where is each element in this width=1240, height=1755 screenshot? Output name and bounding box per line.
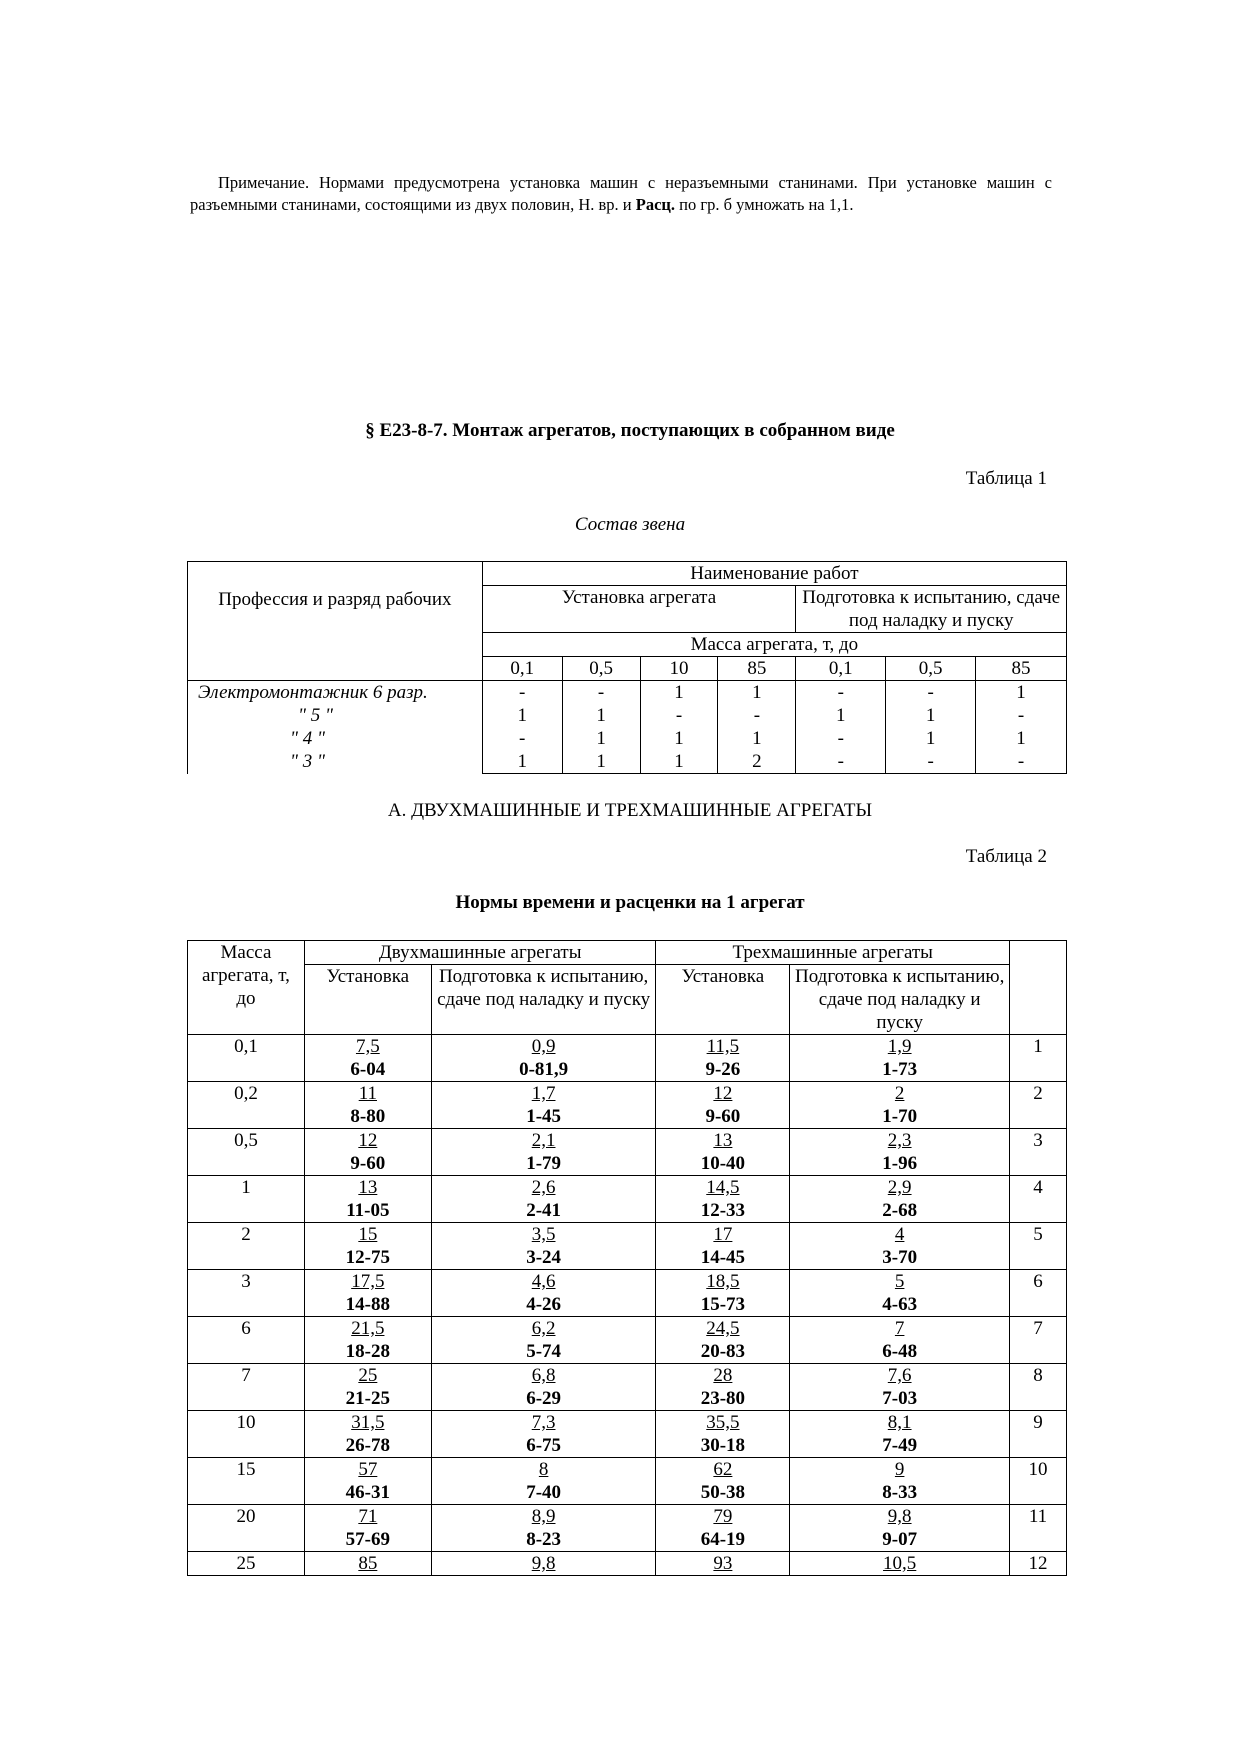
mass-cell: 0,2: [188, 1082, 305, 1129]
header-works: Наименование работ: [482, 562, 1066, 586]
rate-value: 1-79: [526, 1153, 562, 1174]
norm-rate-cell: [790, 1270, 1010, 1317]
norm-rate-cell: [656, 1176, 790, 1223]
time-norms-table: [187, 940, 1067, 1576]
norm-rate-cell: [431, 1411, 656, 1458]
rate-value: 0-81,9: [519, 1059, 569, 1080]
norm-rate-cell: [304, 1082, 431, 1129]
note-text-before: Примечание. Нормами предусмотрена установка машин с неразъемными станинами. При установке машин с разъемными станинами, состоящими из двух половин, Н. вр. и: [190, 173, 1052, 214]
mass-value: 85: [718, 657, 796, 681]
time-norm: 7,6: [887, 1365, 912, 1386]
norm-rate-cell: [790, 1411, 1010, 1458]
norm-rate-cell: [431, 1082, 656, 1129]
time-norm: 5: [894, 1271, 905, 1292]
time-norm: 2,9: [887, 1177, 912, 1198]
mass-cell: 20: [188, 1505, 305, 1552]
note-text-after: по гр. б умножать на 1,1.: [675, 195, 854, 214]
mass-value: 10: [640, 657, 718, 681]
crew-cell: 1 - 1 1: [640, 681, 718, 774]
time-norm: 1,9: [887, 1036, 912, 1057]
table-row: [188, 1458, 1067, 1505]
note-paragraph: [190, 172, 1052, 216]
rate-value: 9-07: [882, 1529, 918, 1550]
rate-value: 2-41: [526, 1200, 562, 1221]
row-number-cell: 5: [1010, 1223, 1067, 1270]
crew-composition-table: [187, 561, 1067, 774]
time-norm: 11,5: [706, 1036, 740, 1057]
norm-rate-cell: [790, 1364, 1010, 1411]
time-norm: 18,5: [706, 1271, 740, 1292]
norm-rate-cell: [431, 1176, 656, 1223]
time-norm: 4: [894, 1224, 905, 1245]
row-number-cell: 12: [1010, 1552, 1067, 1576]
rate-value: 10-40: [700, 1153, 746, 1174]
time-norm: 79: [713, 1506, 733, 1527]
mass-cell: 10: [188, 1411, 305, 1458]
time-norm: 3,5: [531, 1224, 556, 1245]
header-profession: Профессия и разряд рабочих: [188, 562, 483, 681]
table-row: [188, 1129, 1067, 1176]
rate-value: 4-63: [882, 1294, 918, 1315]
norm-rate-cell: [656, 1458, 790, 1505]
time-norm: 93: [713, 1553, 733, 1574]
time-norm: 12: [713, 1083, 733, 1104]
row-number-cell: 4: [1010, 1176, 1067, 1223]
rate-value: 18-28: [345, 1341, 390, 1362]
rate-value: 1-45: [526, 1106, 562, 1127]
norm-rate-cell: [304, 1552, 431, 1576]
norm-rate-cell: [656, 1317, 790, 1364]
header-three-machine: Трехмашинные агрегаты: [656, 941, 1010, 965]
rate-value: 9-60: [350, 1153, 386, 1174]
norm-rate-cell: [431, 1364, 656, 1411]
norm-rate-cell: [656, 1505, 790, 1552]
table-row: [188, 1176, 1067, 1223]
norm-rate-cell: [790, 1035, 1010, 1082]
header-prep: Подготовка к испытанию, сдаче под наладку и пуску: [790, 965, 1010, 1035]
norm-rate-cell: [656, 1035, 790, 1082]
table-row: [188, 1505, 1067, 1552]
time-norm: 8,9: [531, 1506, 556, 1527]
time-norm: 9,8: [531, 1553, 556, 1574]
header-install: Установка: [304, 965, 431, 1035]
row-number-cell: 2: [1010, 1082, 1067, 1129]
rate-value: 20-83: [700, 1341, 746, 1362]
rate-value: 23-80: [700, 1388, 746, 1409]
time-norm: 1,7: [531, 1083, 556, 1104]
crew-cell: - 1 1 1: [562, 681, 640, 774]
table-row: [188, 1317, 1067, 1364]
time-norm: 8,1: [887, 1412, 912, 1433]
mass-value: 85: [976, 657, 1067, 681]
section-title: § Е23-8-7. Монтаж агрегатов, поступающих в собранном виде: [365, 420, 895, 441]
norm-rate-cell: [790, 1129, 1010, 1176]
rate-value: 15-73: [700, 1294, 746, 1315]
subsection-heading: А. ДВУХМАШИННЫЕ И ТРЕХМАШИННЫЕ АГРЕГАТЫ: [387, 800, 873, 821]
table-row: [188, 681, 1067, 774]
table-row: [188, 1035, 1067, 1082]
norm-rate-cell: [656, 1552, 790, 1576]
table-row: [188, 1082, 1067, 1129]
time-norm: 17,5: [351, 1271, 385, 1292]
time-norm: 57: [358, 1459, 378, 1480]
time-norm: 62: [713, 1459, 733, 1480]
norm-rate-cell: [790, 1082, 1010, 1129]
header-install: Установка: [656, 965, 790, 1035]
norm-rate-cell: [790, 1552, 1010, 1576]
mass-cell: 0,1: [188, 1035, 305, 1082]
time-norm: 12: [358, 1130, 378, 1151]
time-norm: 11: [358, 1083, 377, 1104]
time-norm: 10,5: [883, 1553, 917, 1574]
note-bold: Расц.: [635, 195, 676, 214]
norm-rate-cell: [431, 1129, 656, 1176]
table1-label: Таблица 1: [965, 468, 1047, 489]
table-row: [188, 1552, 1067, 1576]
time-norm: 35,5: [706, 1412, 740, 1433]
rate-value: 50-38: [700, 1482, 746, 1503]
table-row: [188, 1364, 1067, 1411]
mass-cell: 3: [188, 1270, 305, 1317]
rate-value: 6-75: [526, 1435, 562, 1456]
rate-value: 57-69: [345, 1529, 390, 1550]
norm-rate-cell: [790, 1176, 1010, 1223]
time-norm: 71: [358, 1506, 378, 1527]
mass-cell: 15: [188, 1458, 305, 1505]
mass-value: 0,5: [562, 657, 640, 681]
norm-rate-cell: [304, 1129, 431, 1176]
rate-value: 26-78: [345, 1435, 390, 1456]
norm-rate-cell: [431, 1223, 656, 1270]
norm-rate-cell: [304, 1364, 431, 1411]
table-row: [188, 1270, 1067, 1317]
norm-rate-cell: [431, 1270, 656, 1317]
norm-rate-cell: [656, 1270, 790, 1317]
norm-rate-cell: [790, 1458, 1010, 1505]
crew-cell: 1 - 1 -: [976, 681, 1067, 774]
norm-rate-cell: [304, 1458, 431, 1505]
rate-value: 12-33: [700, 1200, 746, 1221]
rate-value: 2-68: [882, 1200, 918, 1221]
norm-rate-cell: [304, 1035, 431, 1082]
table1-caption: Состав звена: [574, 514, 686, 535]
row-number-cell: 7: [1010, 1317, 1067, 1364]
norm-rate-cell: [656, 1223, 790, 1270]
norm-rate-cell: [304, 1270, 431, 1317]
time-norm: 9: [894, 1459, 905, 1480]
time-norm: 21,5: [351, 1318, 385, 1339]
norm-rate-cell: [431, 1317, 656, 1364]
rate-value: 6-48: [882, 1341, 918, 1362]
rate-value: 11-05: [346, 1200, 390, 1221]
rate-value: 3-70: [882, 1247, 918, 1268]
time-norm: 2: [894, 1083, 905, 1104]
norm-rate-cell: [304, 1176, 431, 1223]
rate-value: 21-25: [345, 1388, 390, 1409]
norm-rate-cell: [656, 1364, 790, 1411]
norm-rate-cell: [304, 1505, 431, 1552]
time-norm: 24,5: [706, 1318, 740, 1339]
header-mass: Масса агрегата, т, до: [482, 633, 1066, 657]
profession-cell: Электромонтажник 6 разр. " 5 " " 4 " " 3 ": [188, 681, 483, 774]
time-norm: 14,5: [706, 1177, 740, 1198]
rate-value: 7-49: [882, 1435, 918, 1456]
rate-value: 9-26: [705, 1059, 741, 1080]
rate-value: 12-75: [345, 1247, 390, 1268]
rate-value: 8-23: [526, 1529, 562, 1550]
time-norm: 6,2: [531, 1318, 556, 1339]
header-row-number: [1010, 941, 1067, 1035]
norm-rate-cell: [656, 1082, 790, 1129]
time-norm: 28: [713, 1365, 733, 1386]
rate-value: 14-45: [700, 1247, 746, 1268]
mass-value: 0,5: [886, 657, 976, 681]
header-two-machine: Двухмашинные агрегаты: [304, 941, 656, 965]
mass-cell: 6: [188, 1317, 305, 1364]
row-number-cell: 8: [1010, 1364, 1067, 1411]
crew-cell: - 1 1 -: [886, 681, 976, 774]
table-row: [188, 1411, 1067, 1458]
mass-value: 0,1: [796, 657, 886, 681]
mass-value: 0,1: [482, 657, 562, 681]
time-norm: 15: [358, 1224, 378, 1245]
row-number-cell: 9: [1010, 1411, 1067, 1458]
norm-rate-cell: [431, 1458, 656, 1505]
time-norm: 7,3: [531, 1412, 556, 1433]
time-norm: 13: [713, 1130, 733, 1151]
rate-value: 8-33: [882, 1482, 918, 1503]
rate-value: 14-88: [345, 1294, 390, 1315]
mass-cell: 7: [188, 1364, 305, 1411]
header-prep: Подготовка к испытанию, сдаче под наладку и пуску: [796, 586, 1067, 633]
header-prep: Подготовка к испытанию, сдаче под наладку и пуску: [431, 965, 656, 1035]
crew-cell: 1 - 1 2: [718, 681, 796, 774]
rate-value: 5-74: [526, 1341, 562, 1362]
crew-cell: - 1 - 1: [482, 681, 562, 774]
time-norm: 9,8: [887, 1506, 912, 1527]
time-norm: 7: [894, 1318, 905, 1339]
rate-value: 46-31: [345, 1482, 390, 1503]
time-norm: 2,1: [531, 1130, 556, 1151]
time-norm: 6,8: [531, 1365, 556, 1386]
rate-value: 7-03: [882, 1388, 918, 1409]
table2-caption: Нормы времени и расценки на 1 агрегат: [455, 892, 805, 913]
time-norm: 25: [358, 1365, 378, 1386]
time-norm: 0,9: [531, 1036, 556, 1057]
norm-rate-cell: [304, 1411, 431, 1458]
rate-value: 30-18: [700, 1435, 746, 1456]
rate-value: 8-80: [350, 1106, 386, 1127]
rate-value: 6-29: [526, 1388, 562, 1409]
mass-cell: 2: [188, 1223, 305, 1270]
time-norm: 17: [713, 1224, 733, 1245]
mass-cell: 25: [188, 1552, 305, 1576]
norm-rate-cell: [656, 1411, 790, 1458]
rate-value: 1-70: [882, 1106, 918, 1127]
rate-value: 7-40: [526, 1482, 562, 1503]
time-norm: 4,6: [531, 1271, 556, 1292]
rate-value: 6-04: [350, 1059, 386, 1080]
norm-rate-cell: [304, 1223, 431, 1270]
norm-rate-cell: [304, 1317, 431, 1364]
mass-cell: 1: [188, 1176, 305, 1223]
time-norm: 13: [358, 1177, 378, 1198]
rate-value: 64-19: [700, 1529, 746, 1550]
row-number-cell: 3: [1010, 1129, 1067, 1176]
header-mass: Масса агрегата, т, до: [188, 941, 305, 1035]
table2-label: Таблица 2: [965, 846, 1047, 867]
rate-value: 3-24: [526, 1247, 562, 1268]
time-norm: 2,3: [887, 1130, 912, 1151]
header-install: Установка агрегата: [482, 586, 796, 633]
time-norm: 8: [538, 1459, 549, 1480]
crew-cell: - 1 - -: [796, 681, 886, 774]
norm-rate-cell: [431, 1035, 656, 1082]
row-number-cell: 10: [1010, 1458, 1067, 1505]
norm-rate-cell: [656, 1129, 790, 1176]
time-norm: 85: [358, 1553, 378, 1574]
row-number-cell: 1: [1010, 1035, 1067, 1082]
table-row: [188, 1223, 1067, 1270]
time-norm: 31,5: [351, 1412, 385, 1433]
rate-value: 1-96: [882, 1153, 918, 1174]
mass-cell: 0,5: [188, 1129, 305, 1176]
norm-rate-cell: [790, 1317, 1010, 1364]
row-number-cell: 11: [1010, 1505, 1067, 1552]
rate-value: 4-26: [526, 1294, 562, 1315]
rate-value: 1-73: [882, 1059, 918, 1080]
norm-rate-cell: [431, 1505, 656, 1552]
rate-value: 9-60: [705, 1106, 741, 1127]
row-number-cell: 6: [1010, 1270, 1067, 1317]
norm-rate-cell: [431, 1552, 656, 1576]
norm-rate-cell: [790, 1223, 1010, 1270]
time-norm: 7,5: [355, 1036, 380, 1057]
time-norm: 2,6: [531, 1177, 556, 1198]
norm-rate-cell: [790, 1505, 1010, 1552]
